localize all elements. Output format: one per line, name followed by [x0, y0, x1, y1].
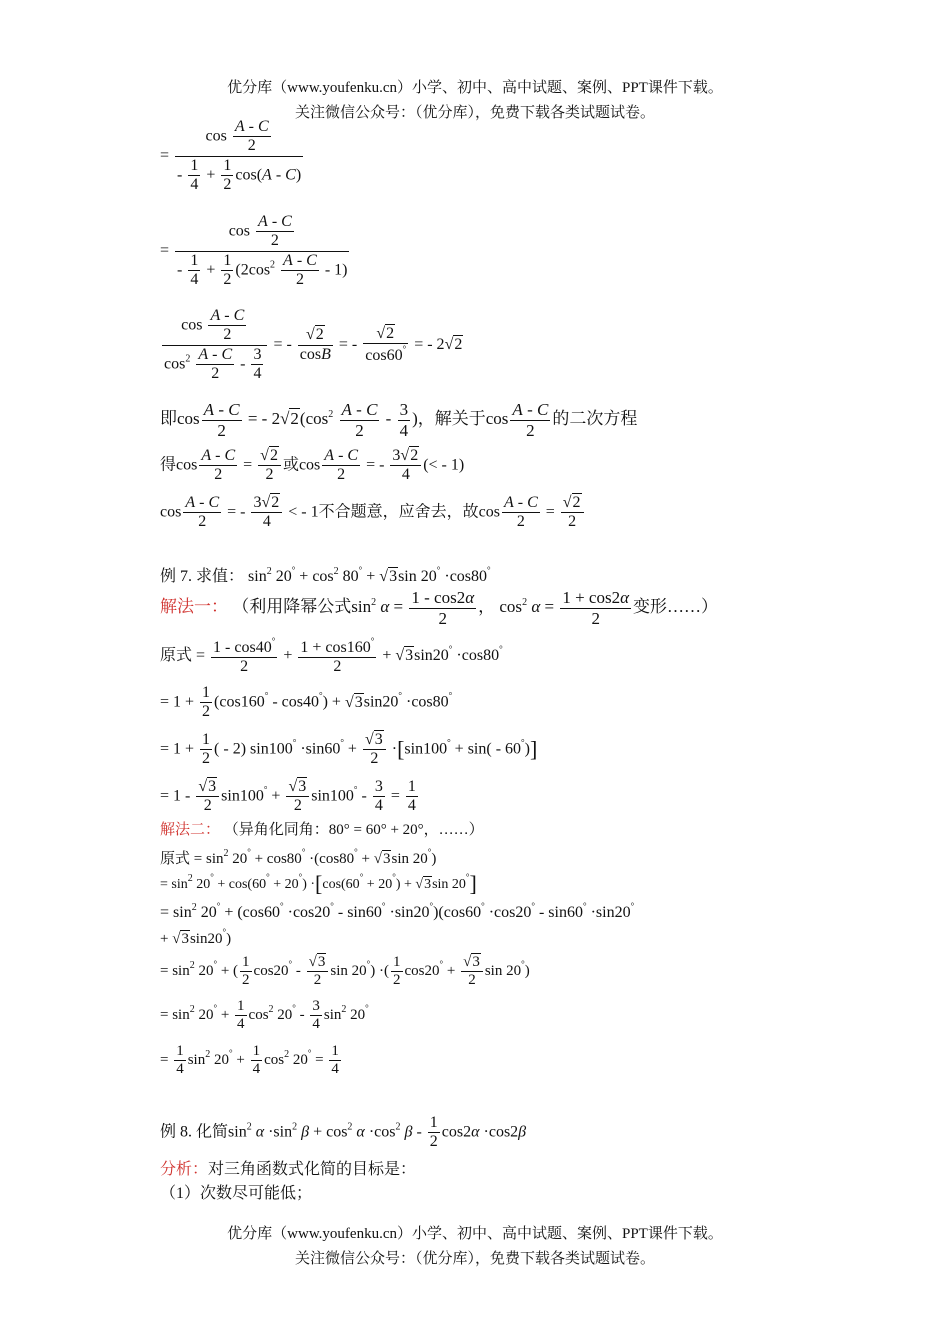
method-1-step-1: 原式 = $\frac{1 - \cos 40^\circ}{2}$ + $\frac{1 + \cos 160^\circ}{2}$ + √3sin20° ·cos80° [160, 636, 503, 676]
method-2-step-5: = $\sin^2 20^\circ$ + $\frac{1}{4}$ $\cos^2 20^\circ$ - $\frac{3}{4}$ $\sin^2 20^\circ$ [160, 998, 369, 1033]
method-2-step-6: = $\frac{1}{4}$ $\sin^2 20^\circ$ + $\frac{1}{4}$ $\cos^2 20^\circ$ = $\frac{1}{4}$ [160, 1043, 339, 1078]
yuanshi-label-1: 原式 [160, 647, 193, 665]
method-1-step-3: = 1 + $\frac{1}{2}$ ( - 2) sin100° ·sin60° + $\frac{√3}{2}$ ·[sin100° + sin( - 60°)] [160, 731, 538, 768]
label-not-fit: 不合题意，应舍去，故 [318, 503, 479, 521]
method-1-heading: 解法一： （利用降幂公式$\sin^2 \alpha$ = $\frac{1 - \cos 2\alpha}{2}$ ， $\cos^2 \alpha$ = $\frac{1 + \cos 2\alpha}{2}$ 变形……） [160, 588, 719, 628]
equation-2: = cos $\frac{A - C}{2}$ - $\frac{1}{4}$ + $\frac{1}{2}$ ($2\cos^2$ $\frac{A - C}{2}$ - 1) [160, 213, 348, 289]
label-solve-about: ，解关于 [417, 408, 486, 428]
analysis-label: 分析： [160, 1161, 209, 1178]
method-1-step-4: = 1 - $\frac{√3}{2}$ sin100° + $\frac{√3}{2}$ sin100° - $\frac{3}{4}$ = $\frac{1}{4}$ [160, 778, 416, 815]
example-7-label: 例 7. 求值： [160, 568, 245, 585]
page-footer-line2: 关注微信公众号：（优分库），免费下载各类试题试卷。 [294, 1251, 655, 1267]
method-2-step-1: 原式 = $\sin^2 20^\circ + \cos 80^\circ \cdot(\cos 80^\circ + √3\sin$ 20°) [160, 847, 437, 867]
method-2-step-4: = $\sin^2 20^\circ$ + ( $\frac{1}{2}$ cos20° - $\frac{√3}{2}$ sin 20°) ·( $\frac{1}{2}$ cos20° + $\frac{√3}{2}$ sin 20°) [160, 954, 530, 989]
equation-5: 得cos $\frac{A - C}{2}$ = $\frac{√2}{2}$ 或cos $\frac{A - C}{2}$ = - $\frac{3√2}{4}$ (< - 1) [160, 447, 465, 484]
label-quadratic: 的二次方程 [552, 408, 638, 428]
equation-4: 即cos $\frac{A - C}{2}$ = - $2√2(\cos^2$ $\frac{A - C}{2}$ - $\frac{3}{4}$ )，解关于cos $\frac{A - C}{2}$ 的二次方程 [160, 400, 638, 440]
method-2-heading [160, 823, 484, 838]
method-2-step-3b: + √3sin20°) [160, 927, 232, 947]
method-2-step-3: = $\sin^2 20^\circ + (\cos 60^\circ \cdot\cos 20^\circ - \sin 60^\circ \cdot\sin 20^\circ)(\cos 60^\circ \cdot\cos 20^\circ - \sin 60^\circ \cdot\sin 20^\circ$ [160, 901, 635, 921]
method-2-note: （异角化同角：80° = 60° + 20°，……） [223, 822, 484, 838]
method-1-note-b: 变形……） [633, 596, 719, 616]
method-2-label: 解法二： [160, 822, 221, 838]
label-de: 得 [160, 456, 177, 474]
method-1-label: 解法一： [160, 596, 228, 616]
analysis-line [160, 1162, 416, 1178]
analysis-text: 对三角函数式化简的目标是： [208, 1161, 417, 1178]
equation-3: cos $\frac{A - C}{2}$ $\cos^2$ $\frac{A - C}{2}$ - $\frac{3}{4}$ = - $\frac{√2}{\cos B}$ = - $\frac{√2}{\cos 60^\circ}$ = - 2√2 [164, 307, 463, 383]
label-huo: 或 [282, 456, 299, 474]
method-1-note-a: （利用降幂公式 [232, 596, 352, 616]
example-8-label: 例 8. 化简 [160, 1123, 229, 1141]
page-header-line2: 关注微信公众号：（优分库），免费下载各类试题试卷。 [294, 105, 655, 121]
equation-1: = cos $\frac{A - C}{2}$ - $\frac{1}{4}$ + $\frac{1}{2}$ cos(A - C) [160, 118, 302, 194]
equation-6: cos $\frac{A - C}{2}$ = - $\frac{3√2}{4}$ < - 1不合题意，应舍去，故cos $\frac{A - C}{2}$ = $\frac{√2}{2}$ [160, 494, 586, 532]
yuanshi-label-2: 原式 [160, 851, 191, 867]
page-header-line1: 优分库（www.youfenku.cn）小学、初中、高中试题、案例、PPT课件下载。 [227, 80, 723, 96]
method-2-step-2: = $\sin^2 20^\circ + \cos(60^\circ + 20^\circ) \cdot[\cos(60^\circ + 20^\circ) + √3\sin$ 20°] [160, 871, 477, 896]
example-8-heading: 例 8. 化简$\sin^2 \alpha \cdot\sin^2$ $\beta + \cos^2 \alpha \cdot\cos^2$ β - $\frac{1}{2}$ cos2α ·cos2β [160, 1114, 527, 1151]
label-ji: 即 [160, 408, 177, 428]
method-1-step-2: = 1 + $\frac{1}{2}$ (cos160° - cos40°) + √3sin20° ·cos80° [160, 684, 453, 721]
analysis-point-1: （1）次数尽可能低； [160, 1185, 313, 1202]
example-7-heading: 例 7. 求值： $\sin^2 20^\circ + \cos^2 80^\circ + √3\sin$ 20° ·cos80° [160, 565, 491, 585]
page-footer-line1: 优分库（www.youfenku.cn）小学、初中、高中试题、案例、PPT课件下载。 [227, 1226, 723, 1242]
